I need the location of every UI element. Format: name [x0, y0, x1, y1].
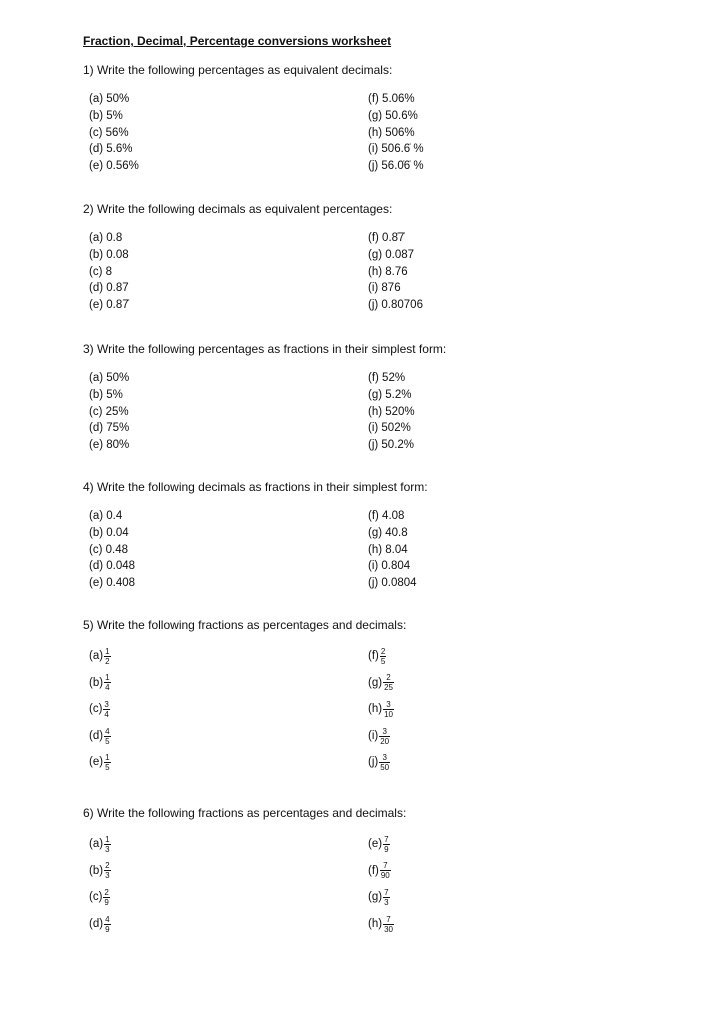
item-d: (d) 0.048	[89, 560, 136, 573]
right-column	[368, 508, 417, 592]
left-column	[89, 370, 129, 454]
item-g: (g) 5.2%	[368, 388, 412, 401]
item-g: (g) 0.087	[368, 248, 415, 261]
fraction	[383, 915, 394, 934]
item-i: (i) 876	[368, 282, 401, 295]
fraction-item-b	[89, 858, 111, 885]
question-prompt: 2) Write the following decimals as equivalent percentages:	[83, 202, 393, 216]
numerator: 3	[382, 753, 387, 763]
fraction	[104, 753, 110, 772]
fraction	[383, 700, 394, 719]
denominator: 30	[384, 924, 393, 934]
item-b: (b) 0.04	[89, 526, 129, 539]
item-f: (f) 52%	[368, 372, 406, 384]
item-a: (a) 0.8	[89, 232, 123, 244]
item-label: (b)	[89, 676, 104, 689]
denominator: 50	[380, 763, 390, 773]
item-label: (j)	[368, 756, 379, 769]
item-c: (c) 8	[89, 265, 112, 278]
fraction	[380, 647, 386, 666]
right-column	[368, 230, 423, 314]
item-label: (h)	[368, 703, 383, 716]
question-prompt: 1) Write the following percentages as equivalent decimals:	[83, 63, 393, 77]
numerator: 7	[383, 861, 388, 871]
numerator: 3	[382, 726, 387, 736]
numerator: 1	[105, 753, 110, 763]
numerator: 2	[105, 861, 110, 871]
fraction-item-d	[89, 723, 111, 750]
right-column	[368, 370, 415, 454]
fraction-item-a	[89, 643, 111, 670]
denominator: 5	[105, 763, 110, 773]
item-i: (i) 502%	[368, 422, 411, 435]
fraction-item-a	[89, 831, 111, 858]
denominator: 3	[105, 871, 110, 881]
fraction	[104, 673, 110, 692]
left-column	[89, 643, 111, 776]
fraction	[383, 835, 389, 854]
fraction-item-j	[368, 749, 394, 776]
fraction	[379, 753, 390, 772]
left-column	[89, 831, 111, 937]
page-title: Fraction, Decimal, Percentage conversions worksheet	[83, 34, 392, 48]
item-e: (e) 0.408	[89, 577, 136, 590]
item-h: (h) 8.76	[368, 265, 408, 278]
item-label: (g)	[368, 891, 383, 904]
numerator: 7	[386, 914, 391, 924]
denominator: 90	[380, 871, 390, 881]
item-f: (f) 5.06%	[368, 93, 415, 105]
item-a: (a) 50%	[89, 372, 130, 384]
item-label: (d)	[89, 917, 104, 930]
item-label: (g)	[368, 676, 383, 689]
numerator: 2	[386, 673, 391, 683]
numerator: 3	[104, 699, 109, 709]
denominator: 4	[105, 683, 110, 693]
fraction	[103, 888, 109, 907]
item-j: (j) 56.0̇6̇ %	[368, 160, 424, 173]
item-b: (b) 0.08	[89, 248, 129, 261]
item-label: (a)	[89, 650, 104, 662]
item-label: (e)	[368, 838, 383, 850]
right-column	[368, 831, 394, 937]
fraction-item-c	[89, 884, 111, 911]
item-e: (e) 0.56%	[89, 160, 139, 173]
left-column	[89, 91, 139, 175]
denominator: 20	[380, 736, 390, 746]
fraction-item-d	[89, 911, 111, 938]
fraction-item-g	[368, 884, 394, 911]
numerator: 3	[386, 699, 391, 709]
item-h: (h) 506%	[368, 126, 415, 139]
item-i: (i) 506.6̇ %	[368, 143, 424, 156]
item-g: (g) 50.6%	[368, 109, 418, 122]
left-column	[89, 508, 135, 592]
item-e: (e) 80%	[89, 439, 130, 452]
item-b: (b) 5%	[89, 109, 123, 122]
fraction-item-e	[89, 749, 111, 776]
item-f: (f) 0.8̇7̇	[368, 232, 405, 244]
numerator: 7	[384, 834, 389, 844]
numerator: 1	[105, 646, 110, 656]
fraction	[104, 915, 110, 934]
item-label: (f)	[368, 864, 379, 877]
item-f: (f) 4.08	[368, 510, 405, 522]
fraction-item-h	[368, 911, 394, 938]
question-prompt: 3) Write the following percentages as fractions in their simplest form:	[83, 342, 447, 356]
item-j: (j) 0.0804	[368, 577, 417, 590]
fraction-item-b	[89, 670, 111, 697]
item-label: (a)	[89, 838, 104, 850]
numerator: 2	[104, 887, 109, 897]
denominator: 5	[105, 736, 110, 746]
numerator: 1	[105, 673, 110, 683]
fraction-item-e	[368, 831, 394, 858]
item-g: (g) 40.8	[368, 526, 408, 539]
item-label: (f)	[368, 650, 379, 662]
fraction-item-c	[89, 696, 111, 723]
item-label: (e)	[89, 756, 104, 769]
fraction	[383, 888, 389, 907]
denominator: 9	[384, 844, 389, 854]
denominator: 3	[105, 844, 110, 854]
fraction-item-h	[368, 696, 394, 723]
item-d: (d) 5.6%	[89, 143, 133, 156]
item-c: (c) 56%	[89, 126, 129, 139]
item-c: (c) 25%	[89, 405, 129, 418]
fraction	[104, 647, 110, 666]
right-column	[368, 91, 424, 175]
denominator: 5	[380, 656, 386, 666]
item-b: (b) 5%	[89, 388, 123, 401]
denominator: 25	[384, 683, 393, 693]
fraction	[383, 673, 394, 692]
item-label: (d)	[89, 729, 104, 742]
fraction-item-f	[368, 858, 394, 885]
numerator: 2	[380, 646, 386, 656]
denominator: 3	[384, 897, 389, 907]
fraction	[104, 861, 110, 880]
item-label: (h)	[368, 917, 383, 930]
item-e: (e) 0.87̇	[89, 299, 129, 312]
item-a: (a) 50%	[89, 93, 130, 105]
item-j: (j) 0.80706	[368, 299, 423, 312]
item-label: (b)	[89, 864, 104, 877]
denominator: 9	[104, 897, 109, 907]
numerator: 7	[384, 887, 389, 897]
item-i: (i) 0.804	[368, 560, 411, 573]
numerator: 4	[105, 726, 110, 736]
question-prompt: 6) Write the following fractions as percentages and decimals:	[83, 806, 407, 820]
item-d: (d) 0.87	[89, 282, 129, 295]
question-prompt: 4) Write the following decimals as fractions in their simplest form:	[83, 480, 428, 494]
item-d: (d) 75%	[89, 422, 130, 435]
item-label: (c)	[89, 703, 103, 716]
fraction-item-i	[368, 723, 394, 750]
fraction	[103, 700, 109, 719]
fraction	[380, 861, 391, 880]
denominator: 9	[105, 924, 110, 934]
denominator: 10	[384, 709, 393, 719]
numerator: 4	[105, 914, 110, 924]
item-c: (c) 0.48	[89, 543, 128, 556]
numerator: 1	[105, 834, 110, 844]
left-column	[89, 230, 129, 314]
denominator: 2	[105, 656, 110, 666]
item-label: (c)	[89, 891, 103, 904]
fraction	[104, 835, 110, 854]
item-j: (j) 50.2%	[368, 439, 415, 452]
item-h: (h) 520%	[368, 405, 415, 418]
right-column	[368, 643, 394, 776]
fraction-item-f	[368, 643, 394, 670]
fraction	[379, 727, 390, 746]
fraction-item-g	[368, 670, 394, 697]
item-h: (h) 8.04	[368, 543, 408, 556]
item-label: (i)	[368, 729, 379, 742]
item-a: (a) 0.4	[89, 510, 123, 522]
question-prompt: 5) Write the following fractions as percentages and decimals:	[83, 618, 407, 632]
fraction	[104, 727, 110, 746]
denominator: 4	[104, 709, 109, 719]
